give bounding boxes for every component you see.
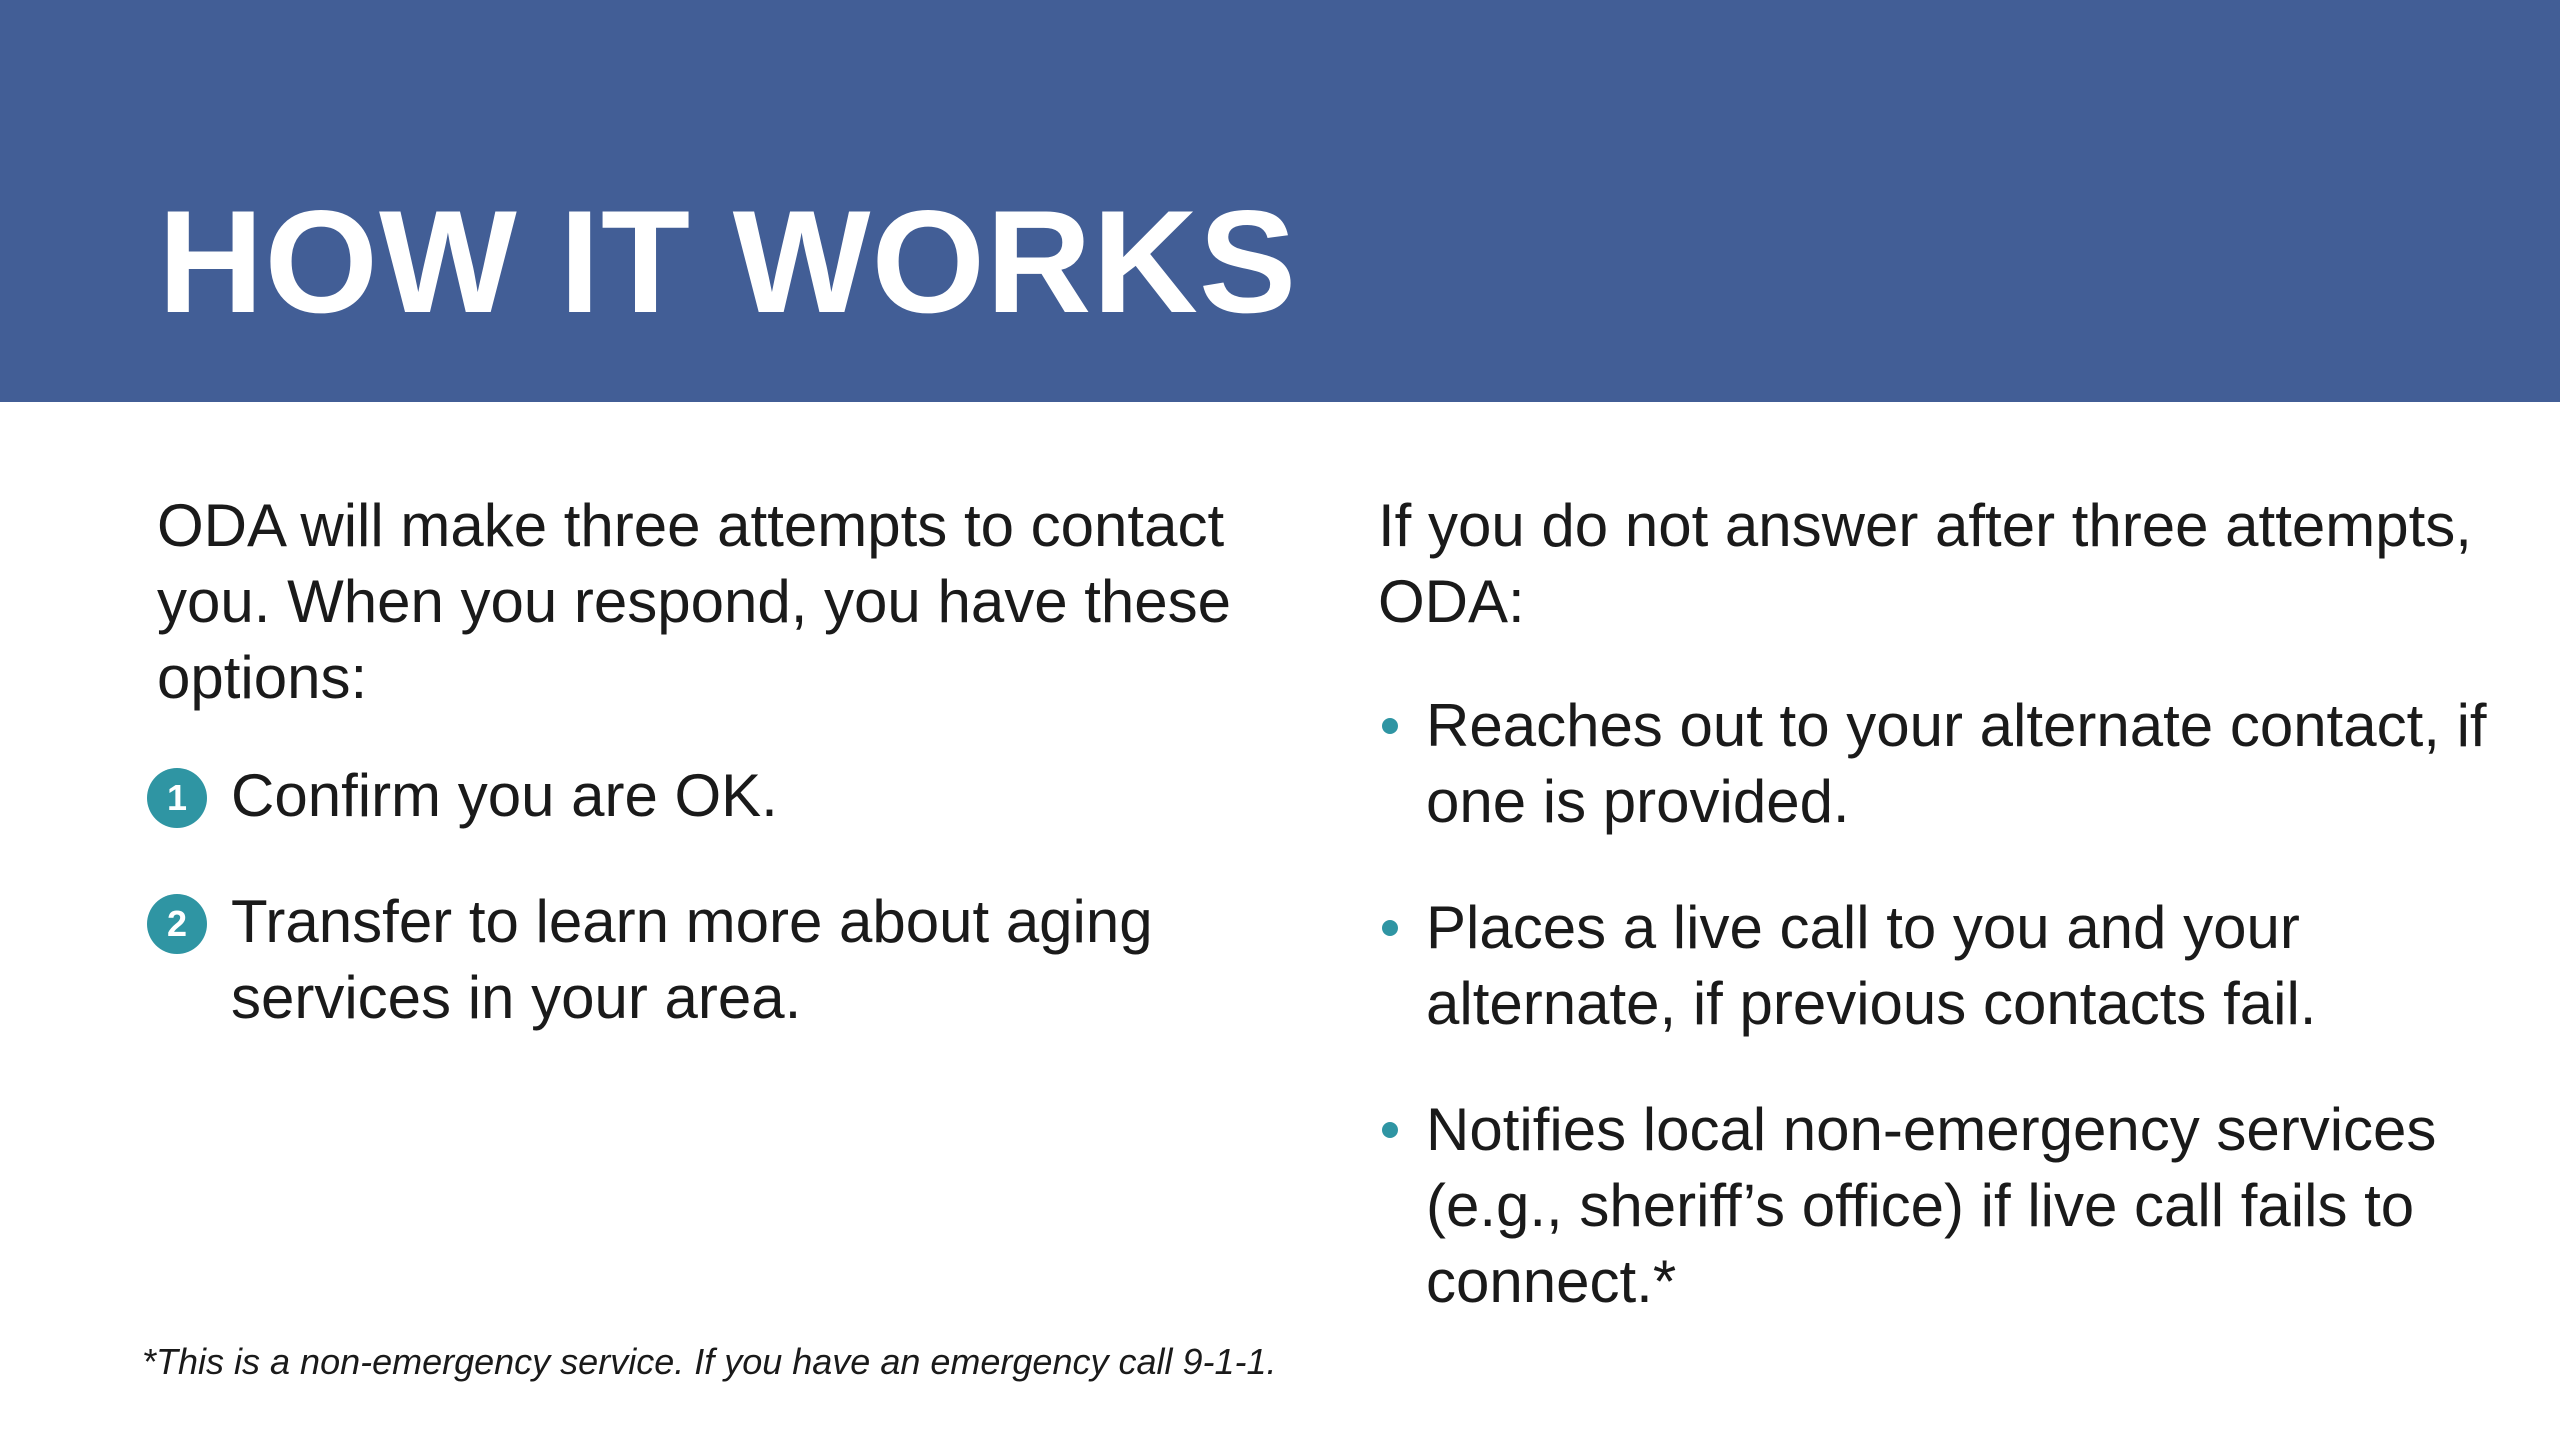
option-text: Confirm you are OK.	[231, 762, 778, 829]
step-item	[1378, 890, 2538, 1042]
header-banner	[0, 0, 2560, 402]
option-item	[157, 758, 1337, 834]
options-list	[157, 758, 1337, 1036]
step-text: Reaches out to your alternate contact, if one is provided.	[1426, 692, 2487, 835]
left-intro: ODA will make three attempts to contact you. When you respond, you have these options:	[157, 492, 1232, 711]
step-text: Places a live call to you and your alternate, if previous contacts fail.	[1426, 894, 2317, 1037]
bullet-dot-icon	[1382, 718, 1398, 734]
option-item	[157, 884, 1337, 1036]
number-badge-icon: 2	[147, 894, 207, 954]
right-column	[1378, 488, 2538, 1370]
left-column	[157, 488, 1337, 1086]
option-text: Transfer to learn more about aging services in your area.	[231, 888, 1153, 1031]
bullet-dot-icon	[1382, 920, 1398, 936]
right-intro: If you do not answer after three attempts, ODA:	[1378, 492, 2472, 635]
bullet-dot-icon	[1382, 1122, 1398, 1138]
step-item	[1378, 688, 2538, 840]
step-item	[1378, 1092, 2538, 1320]
footnote: *This is a non-emergency service. If you have an emergency call 9-1-1.	[142, 1341, 1277, 1382]
steps-list	[1378, 688, 2538, 1320]
step-text: Notifies local non-emergency services (e.g., sheriff’s office) if live call fails to connect.*	[1426, 1096, 2437, 1315]
number-badge-icon: 1	[147, 768, 207, 828]
page-title: HOW IT WORKS	[158, 180, 1298, 343]
